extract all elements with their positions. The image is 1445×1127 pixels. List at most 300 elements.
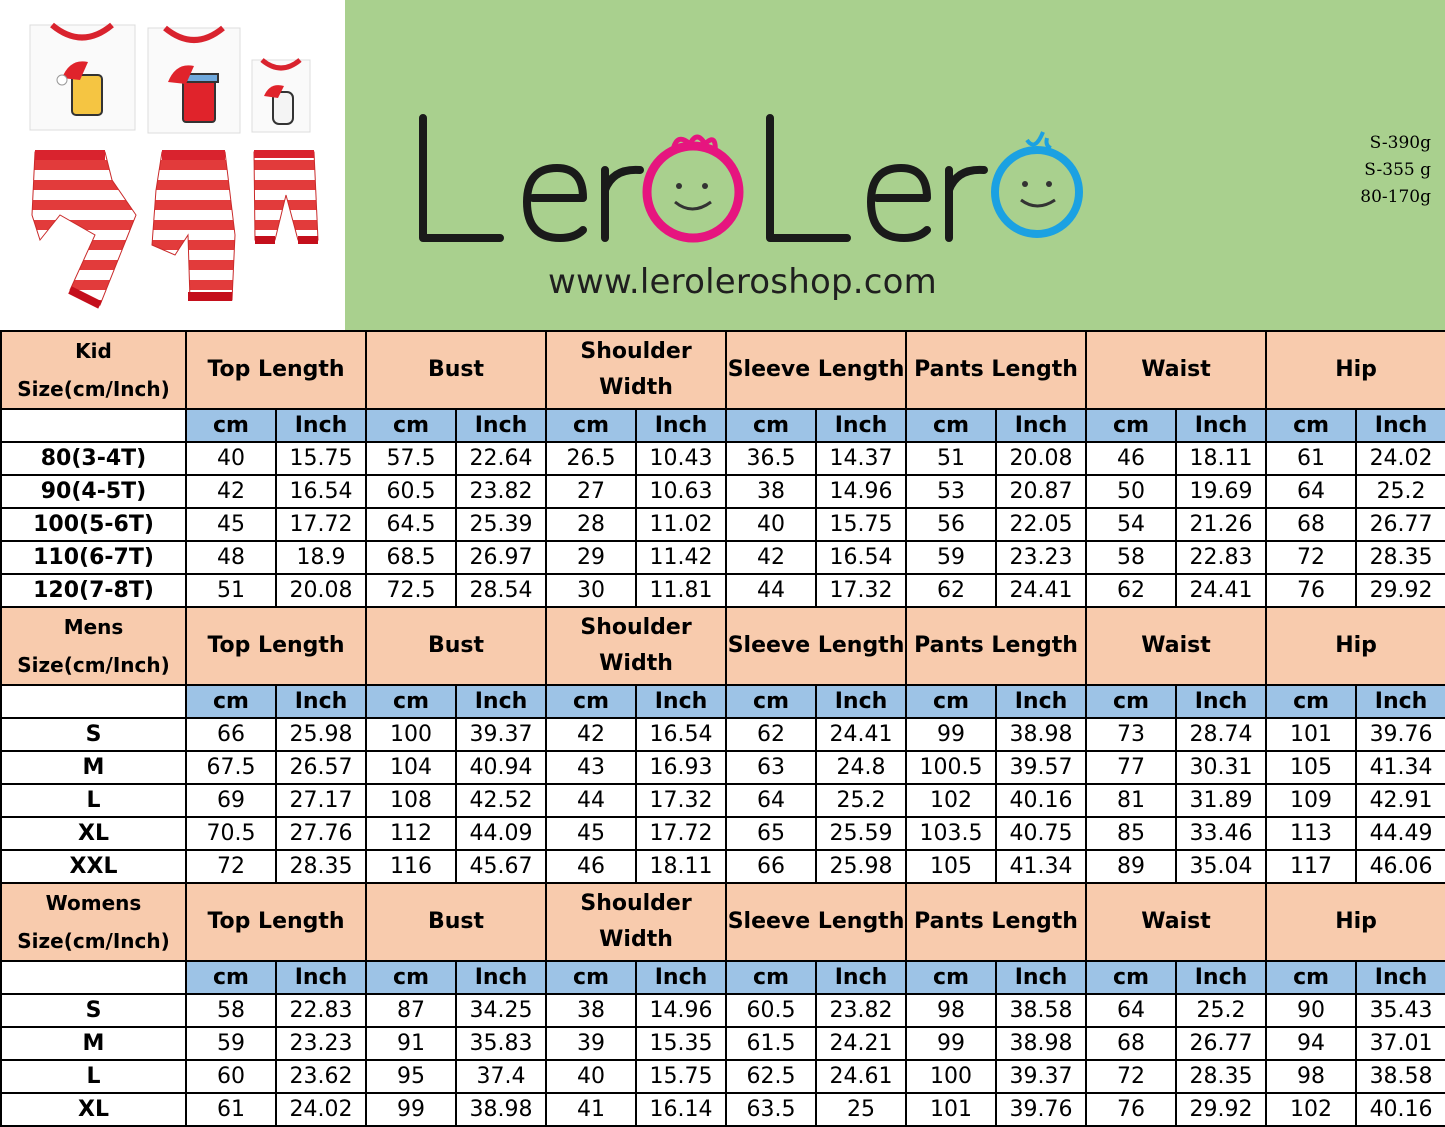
value-cell: 22.05: [996, 508, 1086, 541]
value-cell: 41.34: [996, 850, 1086, 883]
value-cell: 70.5: [186, 817, 276, 850]
value-cell: 26.97: [456, 541, 546, 574]
column-header: Pants Length: [906, 607, 1086, 685]
value-cell: 54: [1086, 508, 1176, 541]
value-cell: 24.02: [276, 1093, 366, 1126]
column-header: Shoulder Width: [546, 607, 726, 685]
column-header: Bust: [366, 331, 546, 409]
value-cell: 105: [906, 850, 996, 883]
value-cell: 99: [906, 718, 996, 751]
unit-cell: Inch: [1176, 685, 1266, 718]
value-cell: 100.5: [906, 751, 996, 784]
value-cell: 25.98: [816, 850, 906, 883]
value-cell: 23.82: [456, 475, 546, 508]
value-cell: 24.41: [996, 574, 1086, 607]
section-header-row: [1, 607, 1445, 685]
value-cell: 58: [1086, 541, 1176, 574]
unit-cell: Inch: [636, 685, 726, 718]
value-cell: 18.11: [636, 850, 726, 883]
value-cell: 69: [186, 784, 276, 817]
value-cell: 102: [906, 784, 996, 817]
adult-shirt-2: [148, 28, 240, 133]
girl-face-icon: [647, 137, 739, 238]
value-cell: 53: [906, 475, 996, 508]
unit-cell: cm: [906, 685, 996, 718]
value-cell: 25.39: [456, 508, 546, 541]
value-cell: 14.37: [816, 442, 906, 475]
value-cell: 41.34: [1356, 751, 1445, 784]
pajama-set-illustration: [0, 0, 345, 330]
column-header: Hip: [1266, 607, 1445, 685]
column-header: Pants Length: [906, 883, 1086, 961]
table-row: [1, 442, 1445, 475]
value-cell: 46.06: [1356, 850, 1445, 883]
value-cell: 66: [726, 850, 816, 883]
value-cell: 102: [1266, 1093, 1356, 1126]
unit-cell: cm: [186, 961, 276, 994]
value-cell: 15.35: [636, 1027, 726, 1060]
package-weights: [1360, 130, 1431, 211]
unit-cell: Inch: [1356, 409, 1445, 442]
value-cell: 72: [186, 850, 276, 883]
value-cell: 61.5: [726, 1027, 816, 1060]
value-cell: 38.98: [456, 1093, 546, 1126]
value-cell: 42.91: [1356, 784, 1445, 817]
value-cell: 72: [1086, 1060, 1176, 1093]
boy-face-icon: [995, 132, 1079, 234]
unit-cell: cm: [186, 685, 276, 718]
value-cell: 87: [366, 994, 456, 1027]
unit-row: [1, 685, 1445, 718]
value-cell: 26.77: [1356, 508, 1445, 541]
value-cell: 104: [366, 751, 456, 784]
value-cell: 72: [1266, 541, 1356, 574]
section-header-row: [1, 331, 1445, 409]
unit-cell: cm: [366, 409, 456, 442]
value-cell: 59: [906, 541, 996, 574]
value-cell: 91: [366, 1027, 456, 1060]
unit-row-blank-cell: [1, 685, 186, 718]
table-row: [1, 718, 1445, 751]
value-cell: 48: [186, 541, 276, 574]
weight-line: S-355 g: [1364, 160, 1431, 180]
value-cell: 30.31: [1176, 751, 1266, 784]
value-cell: 39.37: [996, 1060, 1086, 1093]
unit-cell: Inch: [276, 961, 366, 994]
unit-cell: Inch: [816, 685, 906, 718]
unit-cell: cm: [1086, 961, 1176, 994]
value-cell: 16.14: [636, 1093, 726, 1126]
value-cell: 39.76: [1356, 718, 1445, 751]
value-cell: 22.83: [1176, 541, 1266, 574]
value-cell: 17.32: [636, 784, 726, 817]
value-cell: 27.17: [276, 784, 366, 817]
value-cell: 16.54: [276, 475, 366, 508]
value-cell: 85: [1086, 817, 1176, 850]
value-cell: 16.93: [636, 751, 726, 784]
weight-line: S-390g: [1369, 133, 1431, 153]
value-cell: 99: [366, 1093, 456, 1126]
value-cell: 24.21: [816, 1027, 906, 1060]
value-cell: 101: [1266, 718, 1356, 751]
unit-cell: Inch: [1176, 409, 1266, 442]
value-cell: 20.87: [996, 475, 1086, 508]
value-cell: 89: [1086, 850, 1176, 883]
column-header: Top Length: [186, 331, 366, 409]
size-label-cell: 120(7-8T): [1, 574, 186, 607]
table-row: [1, 1027, 1445, 1060]
table-row: [1, 475, 1445, 508]
value-cell: 46: [546, 850, 636, 883]
value-cell: 22.83: [276, 994, 366, 1027]
value-cell: 61: [186, 1093, 276, 1126]
value-cell: 40.16: [1356, 1093, 1445, 1126]
value-cell: 65: [726, 817, 816, 850]
column-header: Hip: [1266, 331, 1445, 409]
column-header: Sleeve Length: [726, 607, 906, 685]
value-cell: 46: [1086, 442, 1176, 475]
table-row: [1, 850, 1445, 883]
column-header: Shoulder Width: [546, 883, 726, 961]
column-header: Sleeve Length: [726, 883, 906, 961]
section-header-row: [1, 883, 1445, 961]
value-cell: 10.43: [636, 442, 726, 475]
value-cell: 38.98: [996, 1027, 1086, 1060]
kid-pants: [254, 150, 318, 244]
column-header: Top Length: [186, 883, 366, 961]
unit-cell: cm: [186, 409, 276, 442]
value-cell: 23.62: [276, 1060, 366, 1093]
column-header: Bust: [366, 883, 546, 961]
value-cell: 51: [186, 574, 276, 607]
column-header: Pants Length: [906, 331, 1086, 409]
value-cell: 116: [366, 850, 456, 883]
column-header: Top Length: [186, 607, 366, 685]
value-cell: 25.2: [816, 784, 906, 817]
table-row: [1, 784, 1445, 817]
value-cell: 24.41: [1176, 574, 1266, 607]
value-cell: 62.5: [726, 1060, 816, 1093]
value-cell: 34.25: [456, 994, 546, 1027]
value-cell: 29.92: [1176, 1093, 1266, 1126]
value-cell: 67.5: [186, 751, 276, 784]
value-cell: 77: [1086, 751, 1176, 784]
size-label-cell: XL: [1, 1093, 186, 1126]
value-cell: 15.75: [636, 1060, 726, 1093]
value-cell: 24.8: [816, 751, 906, 784]
size-label-cell: 100(5-6T): [1, 508, 186, 541]
value-cell: 25: [816, 1093, 906, 1126]
value-cell: 64: [1086, 994, 1176, 1027]
unit-cell: cm: [726, 685, 816, 718]
value-cell: 98: [906, 994, 996, 1027]
unit-cell: Inch: [996, 409, 1086, 442]
value-cell: 35.43: [1356, 994, 1445, 1027]
value-cell: 99: [906, 1027, 996, 1060]
value-cell: 66: [186, 718, 276, 751]
unit-cell: Inch: [1356, 685, 1445, 718]
value-cell: 28: [546, 508, 636, 541]
value-cell: 28.35: [1176, 1060, 1266, 1093]
value-cell: 17.72: [636, 817, 726, 850]
unit-cell: cm: [366, 961, 456, 994]
column-header: Bust: [366, 607, 546, 685]
column-header: Waist: [1086, 607, 1266, 685]
value-cell: 40: [186, 442, 276, 475]
value-cell: 117: [1266, 850, 1356, 883]
value-cell: 24.61: [816, 1060, 906, 1093]
unit-cell: Inch: [276, 685, 366, 718]
value-cell: 51: [906, 442, 996, 475]
value-cell: 94: [1266, 1027, 1356, 1060]
size-label-cell: L: [1, 784, 186, 817]
value-cell: 90: [1266, 994, 1356, 1027]
value-cell: 25.59: [816, 817, 906, 850]
value-cell: 100: [906, 1060, 996, 1093]
website-url: www.leroleroshop.com: [548, 262, 937, 302]
size-label-cell: S: [1, 994, 186, 1027]
value-cell: 38: [726, 475, 816, 508]
value-cell: 27.76: [276, 817, 366, 850]
unit-cell: cm: [906, 961, 996, 994]
value-cell: 73: [1086, 718, 1176, 751]
value-cell: 40: [726, 508, 816, 541]
value-cell: 42: [546, 718, 636, 751]
table-row: [1, 1093, 1445, 1126]
value-cell: 72.5: [366, 574, 456, 607]
value-cell: 62: [1086, 574, 1176, 607]
value-cell: 61: [1266, 442, 1356, 475]
size-label-cell: XL: [1, 817, 186, 850]
table-row: [1, 541, 1445, 574]
value-cell: 42: [726, 541, 816, 574]
value-cell: 98: [1266, 1060, 1356, 1093]
value-cell: 35.04: [1176, 850, 1266, 883]
value-cell: 28.74: [1176, 718, 1266, 751]
value-cell: 64: [726, 784, 816, 817]
unit-cell: cm: [546, 409, 636, 442]
value-cell: 68: [1266, 508, 1356, 541]
value-cell: 76: [1266, 574, 1356, 607]
adult-pants-2: [152, 150, 235, 301]
value-cell: 40.94: [456, 751, 546, 784]
value-cell: 27: [546, 475, 636, 508]
value-cell: 25.2: [1356, 475, 1445, 508]
value-cell: 26.5: [546, 442, 636, 475]
value-cell: 11.02: [636, 508, 726, 541]
value-cell: 43: [546, 751, 636, 784]
value-cell: 15.75: [276, 442, 366, 475]
value-cell: 56: [906, 508, 996, 541]
value-cell: 62: [906, 574, 996, 607]
size-label-cell: M: [1, 751, 186, 784]
unit-cell: Inch: [276, 409, 366, 442]
table-row: [1, 1060, 1445, 1093]
size-label-cell: 90(4-5T): [1, 475, 186, 508]
value-cell: 10.63: [636, 475, 726, 508]
value-cell: 16.54: [636, 718, 726, 751]
size-label-cell: M: [1, 1027, 186, 1060]
value-cell: 39.57: [996, 751, 1086, 784]
value-cell: 44: [726, 574, 816, 607]
unit-cell: Inch: [816, 961, 906, 994]
value-cell: 38: [546, 994, 636, 1027]
table-row: [1, 751, 1445, 784]
value-cell: 25.2: [1176, 994, 1266, 1027]
value-cell: 81: [1086, 784, 1176, 817]
value-cell: 24.02: [1356, 442, 1445, 475]
unit-cell: cm: [366, 685, 456, 718]
value-cell: 41: [546, 1093, 636, 1126]
value-cell: 11.42: [636, 541, 726, 574]
value-cell: 62: [726, 718, 816, 751]
table-row: [1, 508, 1445, 541]
unit-cell: Inch: [996, 961, 1086, 994]
table-row: [1, 994, 1445, 1027]
value-cell: 21.26: [1176, 508, 1266, 541]
value-cell: 28.35: [1356, 541, 1445, 574]
value-cell: 39.37: [456, 718, 546, 751]
value-cell: 23.23: [276, 1027, 366, 1060]
column-header: Waist: [1086, 883, 1266, 961]
value-cell: 95: [366, 1060, 456, 1093]
unit-row-blank-cell: [1, 409, 186, 442]
unit-cell: Inch: [636, 409, 726, 442]
value-cell: 64: [1266, 475, 1356, 508]
size-chart-table: [0, 330, 1445, 1127]
value-cell: 33.46: [1176, 817, 1266, 850]
unit-cell: Inch: [816, 409, 906, 442]
value-cell: 100: [366, 718, 456, 751]
value-cell: 64.5: [366, 508, 456, 541]
value-cell: 14.96: [816, 475, 906, 508]
section-title: Womens Size(cm/Inch): [1, 883, 186, 961]
unit-cell: cm: [1086, 685, 1176, 718]
value-cell: 20.08: [996, 442, 1086, 475]
value-cell: 60: [186, 1060, 276, 1093]
kid-shirt: [252, 60, 310, 132]
value-cell: 44.49: [1356, 817, 1445, 850]
value-cell: 76: [1086, 1093, 1176, 1126]
value-cell: 29: [546, 541, 636, 574]
value-cell: 37.4: [456, 1060, 546, 1093]
value-cell: 63.5: [726, 1093, 816, 1126]
value-cell: 57.5: [366, 442, 456, 475]
value-cell: 37.01: [1356, 1027, 1445, 1060]
unit-cell: Inch: [456, 685, 546, 718]
unit-cell: cm: [546, 685, 636, 718]
value-cell: 109: [1266, 784, 1356, 817]
value-cell: 108: [366, 784, 456, 817]
table-row: [1, 817, 1445, 850]
section-title: Mens Size(cm/Inch): [1, 607, 186, 685]
value-cell: 39.76: [996, 1093, 1086, 1126]
value-cell: 15.75: [816, 508, 906, 541]
value-cell: 26.57: [276, 751, 366, 784]
lerolero-logo: [415, 110, 1115, 250]
value-cell: 24.41: [816, 718, 906, 751]
unit-cell: cm: [726, 409, 816, 442]
value-cell: 26.77: [1176, 1027, 1266, 1060]
adult-shirt-1: [30, 25, 135, 130]
value-cell: 31.89: [1176, 784, 1266, 817]
value-cell: 45: [546, 817, 636, 850]
unit-cell: cm: [1086, 409, 1176, 442]
unit-cell: cm: [726, 961, 816, 994]
value-cell: 14.96: [636, 994, 726, 1027]
value-cell: 59: [186, 1027, 276, 1060]
value-cell: 40: [546, 1060, 636, 1093]
unit-cell: Inch: [1356, 961, 1445, 994]
value-cell: 19.69: [1176, 475, 1266, 508]
value-cell: 44: [546, 784, 636, 817]
size-label-cell: L: [1, 1060, 186, 1093]
unit-cell: Inch: [636, 961, 726, 994]
column-header: Waist: [1086, 331, 1266, 409]
unit-cell: cm: [906, 409, 996, 442]
value-cell: 112: [366, 817, 456, 850]
unit-row: [1, 409, 1445, 442]
value-cell: 38.98: [996, 718, 1086, 751]
size-label-cell: 110(6-7T): [1, 541, 186, 574]
size-label-cell: 80(3-4T): [1, 442, 186, 475]
value-cell: 63: [726, 751, 816, 784]
value-cell: 40.16: [996, 784, 1086, 817]
product-photo: [0, 0, 346, 330]
value-cell: 38.58: [996, 994, 1086, 1027]
value-cell: 20.08: [276, 574, 366, 607]
value-cell: 60.5: [366, 475, 456, 508]
value-cell: 23.23: [996, 541, 1086, 574]
value-cell: 113: [1266, 817, 1356, 850]
section-title: Kid Size(cm/Inch): [1, 331, 186, 409]
value-cell: 28.54: [456, 574, 546, 607]
value-cell: 28.35: [276, 850, 366, 883]
unit-row-blank-cell: [1, 961, 186, 994]
table-row: [1, 574, 1445, 607]
value-cell: 23.82: [816, 994, 906, 1027]
value-cell: 25.98: [276, 718, 366, 751]
unit-row: [1, 961, 1445, 994]
value-cell: 42: [186, 475, 276, 508]
value-cell: 60.5: [726, 994, 816, 1027]
value-cell: 36.5: [726, 442, 816, 475]
value-cell: 50: [1086, 475, 1176, 508]
value-cell: 22.64: [456, 442, 546, 475]
weight-line: 80-170g: [1360, 187, 1431, 207]
value-cell: 45: [186, 508, 276, 541]
unit-cell: Inch: [456, 961, 546, 994]
unit-cell: cm: [1266, 685, 1356, 718]
value-cell: 40.75: [996, 817, 1086, 850]
value-cell: 35.83: [456, 1027, 546, 1060]
value-cell: 18.11: [1176, 442, 1266, 475]
adult-pants-1: [32, 150, 136, 305]
value-cell: 29.92: [1356, 574, 1445, 607]
value-cell: 17.32: [816, 574, 906, 607]
value-cell: 39: [546, 1027, 636, 1060]
value-cell: 17.72: [276, 508, 366, 541]
value-cell: 11.81: [636, 574, 726, 607]
value-cell: 42.52: [456, 784, 546, 817]
value-cell: 38.58: [1356, 1060, 1445, 1093]
column-header: Shoulder Width: [546, 331, 726, 409]
column-header: Hip: [1266, 883, 1445, 961]
column-header: Sleeve Length: [726, 331, 906, 409]
size-label-cell: S: [1, 718, 186, 751]
unit-cell: Inch: [1176, 961, 1266, 994]
value-cell: 30: [546, 574, 636, 607]
